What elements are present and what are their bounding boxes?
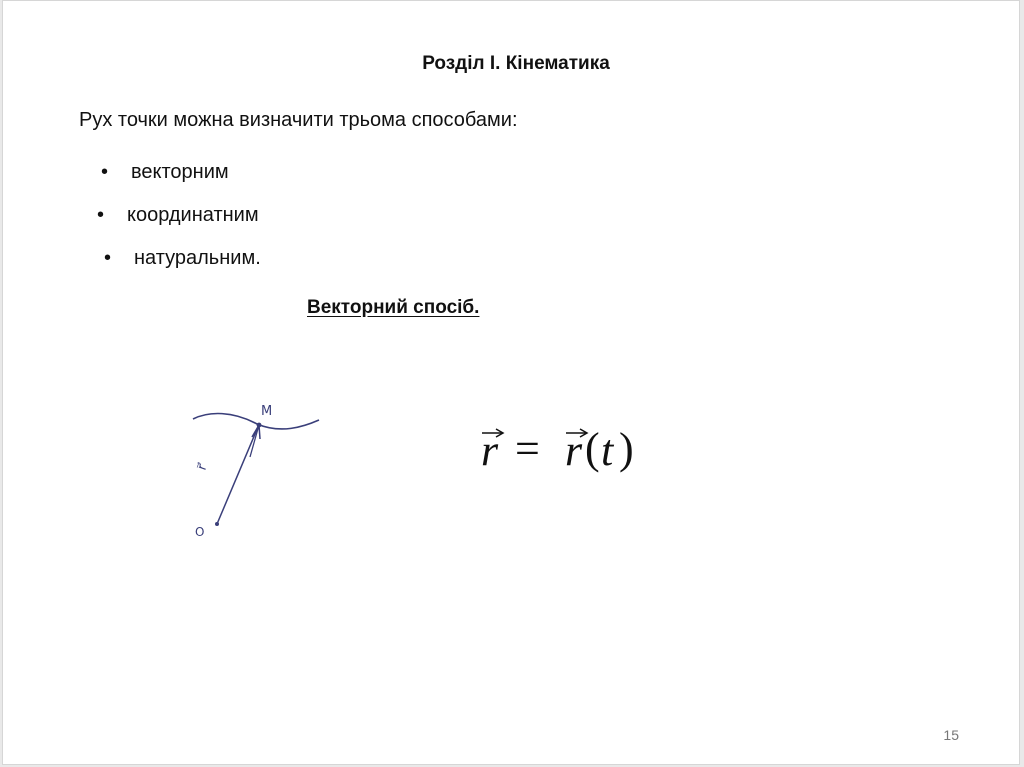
radius-vector-line (217, 427, 258, 524)
trajectory-curve (193, 414, 319, 429)
formula-open-paren: ( (585, 424, 600, 473)
motion-formula (477, 413, 657, 483)
slide-title: Розділ І. Кінематика (422, 53, 610, 74)
formula-equals: = (515, 424, 540, 473)
intro-text: Рух точки можна визначити трьома способами: (79, 109, 518, 131)
list-item-label: векторним (131, 161, 229, 183)
formula-close-paren: ) (619, 424, 634, 473)
origin-label: O (195, 525, 205, 539)
formula-lhs: r (481, 426, 499, 475)
list-item: • координатним (97, 204, 259, 226)
list-item: • натуральним. (104, 247, 261, 269)
list-item: • векторним (101, 161, 229, 183)
section-subheading: Векторний спосіб. (307, 297, 480, 318)
page-number: 15 (943, 727, 959, 743)
point-m-dot (257, 423, 262, 428)
list-item-label: натуральним. (134, 247, 261, 269)
formula-rhs-function: r (565, 426, 583, 475)
vector-sketch (183, 393, 333, 543)
point-m-label: M (261, 404, 273, 419)
vector-label: r⃗ (194, 462, 211, 473)
origin-dot (215, 522, 219, 526)
formula-variable: t (601, 426, 614, 475)
list-item-label: координатним (127, 204, 259, 226)
slide (2, 0, 1020, 765)
